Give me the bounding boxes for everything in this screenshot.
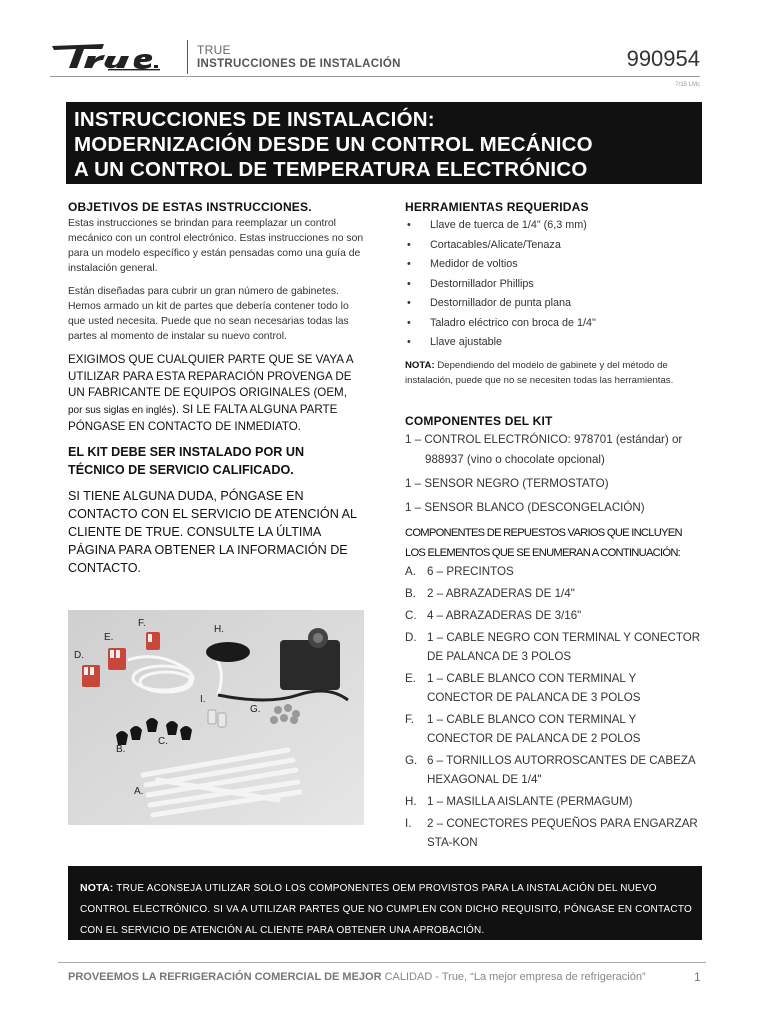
part-letter: C. xyxy=(405,608,417,622)
document-number: 990954 xyxy=(626,46,700,71)
misc-parts-heading-2: LOS ELEMENTOS QUE SE ENUMERAN A CONTINUACIÓN: xyxy=(405,546,681,559)
oem-note-box xyxy=(68,866,702,940)
objectives-heading: OBJETIVOS DE ESTAS INSTRUCCIONES. xyxy=(68,200,312,214)
parts-list xyxy=(405,562,705,852)
tools-heading: HERRAMIENTAS REQUERIDAS xyxy=(405,200,589,214)
part-item xyxy=(405,751,705,789)
photo-label-c: C. xyxy=(158,736,168,747)
part-item xyxy=(405,562,705,581)
tool-item: • Cortacables/Alicate/Tenaza xyxy=(405,236,705,256)
misc-parts-heading-1: COMPONENTES DE REPUESTOS VARIOS QUE INCLUYEN xyxy=(405,526,682,539)
oem-requirement-part-3: ). SI LE FALTA ALGUNA PARTE PÓNGASE EN CONTACTO DE INMEDIATO. xyxy=(68,402,338,433)
tools-note-label: NOTA: xyxy=(405,359,435,371)
kit-white-sensor: 1 – SENSOR BLANCO (DESCONGELACIÓN) xyxy=(405,500,645,514)
header-title: INSTRUCCIONES DE INSTALACIÓN xyxy=(197,58,401,70)
photo-label-b: B. xyxy=(116,744,126,755)
part-text: 1 – MASILLA AISLANTE (PERMAGUM) xyxy=(427,794,633,808)
oem-requirement xyxy=(68,352,364,436)
kit-section xyxy=(405,414,705,852)
part-item xyxy=(405,584,705,603)
footer-slogan-bold: PROVEEMOS LA REFRIGERACIÓN COMERCIAL DE MEJOR xyxy=(68,971,382,983)
right-column xyxy=(405,200,705,855)
page-number: 1 xyxy=(694,970,701,984)
title-block xyxy=(66,102,702,184)
part-letter: B. xyxy=(405,586,416,600)
tool-item: • Llave de tuerca de 1/4" (6,3 mm) xyxy=(405,216,705,236)
part-text: 6 – PRECINTOS xyxy=(427,564,514,578)
part-letter: E. xyxy=(405,671,416,685)
footer-slogan xyxy=(68,971,646,983)
photo-label-d: D. xyxy=(74,650,84,661)
photo-label-a: A. xyxy=(134,786,144,797)
tools-note xyxy=(405,358,705,388)
oem-note-text: TRUE ACONSEJA UTILIZAR SOLO LOS COMPONENTES OEM PROVISTOS PARA LA INSTALACIÓN DEL NUEVO CONTROL ELECTRÓNICO. SI VA A UTILIZAR PARTES QUE NO CUMPLEN CON DICHO REQUISITO, PÓNGASE EN CONTACTO CON EL SERVICIO DE ATENCIÓN AL CLIENTE PARA OBTENER UNA APROBACIÓN. xyxy=(80,883,692,936)
part-letter: G. xyxy=(405,753,418,767)
contact-note: SI TIENE ALGUNA DUDA, PÓNGASE EN CONTACTO CON EL SERVICIO DE ATENCIÓN AL CLIENTE DE TRUE. CONSULTE LA ÚLTIMA PÁGINA PARA OBTENER LA INFORMACIÓN DE CONTACTO. xyxy=(68,488,357,575)
photo-label-e: E. xyxy=(104,632,114,643)
kit-black-sensor: 1 – SENSOR NEGRO (TERMOSTATO) xyxy=(405,476,609,490)
tool-item: • Taladro eléctrico con broca de 1/4" xyxy=(405,314,705,334)
title-line-1: INSTRUCCIONES DE INSTALACIÓN: xyxy=(74,108,435,131)
part-letter: A. xyxy=(405,564,416,578)
footer-rule xyxy=(58,962,706,963)
tools-list xyxy=(405,216,705,353)
true-logo xyxy=(50,38,180,74)
part-text: 1 – CABLE BLANCO CON TERMINAL Y CONECTOR DE PALANCA DE 3 POLOS xyxy=(427,671,641,704)
objectives-paragraph-1: Estas instrucciones se brindan para reemplazar un control mecánico con un control electrónico. Estas instrucciones no son para un modelo específico y están pensadas como una guía de instalación general. xyxy=(68,218,364,274)
title-line-2: MODERNIZACIÓN DESDE UN CONTROL MECÁNICO xyxy=(74,133,593,156)
oem-requirement-part-2: por sus siglas en inglés xyxy=(68,404,172,416)
qualified-technician-note: EL KIT DEBE SER INSTALADO POR UN TÉCNICO DE SERVICIO CALIFICADO. xyxy=(68,444,305,477)
photo-label-g: G. xyxy=(250,704,261,715)
kit-control-line-2: 988937 (vino o chocolate opcional) xyxy=(425,452,605,466)
header-brand: TRUE xyxy=(197,43,231,57)
part-text: 4 – ABRAZADERAS DE 3/16" xyxy=(427,608,582,622)
part-item xyxy=(405,710,705,748)
tool-item: • Medidor de voltios xyxy=(405,255,705,275)
left-column xyxy=(68,200,364,577)
part-text: 1 – CABLE NEGRO CON TERMINAL Y CONECTOR DE PALANCA DE 3 POLOS xyxy=(427,630,701,663)
part-item xyxy=(405,792,705,811)
oem-note-label: NOTA: xyxy=(80,882,114,894)
kit-parts-photo xyxy=(68,610,364,825)
objectives-paragraph-2: Están diseñadas para cubrir un gran número de gabinetes. Hemos armado un kit de partes que debería contener todo lo que usted necesita. Puede que no sean necesarias todas las partes al momento de instalar su nuevo control. xyxy=(68,286,349,342)
header-divider xyxy=(187,40,188,74)
kit-heading: COMPONENTES DEL KIT xyxy=(405,413,553,428)
part-item xyxy=(405,628,705,666)
photo-label-f: F. xyxy=(138,618,146,629)
part-item xyxy=(405,814,705,852)
footer-slogan-rest: CALIDAD - True, “La mejor empresa de refrigeración” xyxy=(381,971,646,983)
title-line-3: A UN CONTROL DE TEMPERATURA ELECTRÓNICO xyxy=(74,158,588,181)
tools-note-text: Dependiendo del modelo de gabinete y del método de instalación, puede que no se necesiten todas las herramientas. xyxy=(405,359,674,386)
part-letter: H. xyxy=(405,794,417,808)
part-text: 2 – CONECTORES PEQUEÑOS PARA ENGARZAR STA-KON xyxy=(427,816,698,849)
part-text: 2 – ABRAZADERAS DE 1/4" xyxy=(427,586,575,600)
kit-control-line-1: 1 – CONTROL ELECTRÓNICO: 978701 (estándar) or xyxy=(405,432,683,446)
part-item xyxy=(405,669,705,707)
kit-control-line xyxy=(405,430,705,470)
part-item xyxy=(405,606,705,625)
header-rule xyxy=(50,76,700,77)
tool-item: • Destornillador Phillips xyxy=(405,275,705,295)
oem-requirement-part-1: EXIGIMOS QUE CUALQUIER PARTE QUE SE VAYA A UTILIZAR PARA ESTA REPARACIÓN PROVENGA DE UN FABRICANTE DE EQUIPOS ORIGINALES (OEM, xyxy=(68,353,353,399)
photo-label-i: I. xyxy=(200,694,206,705)
tool-item: • Llave ajustable xyxy=(405,333,705,353)
part-text: 6 – TORNILLOS AUTORROSCANTES DE CABEZA HEXAGONAL DE 1/4" xyxy=(427,753,696,786)
part-letter: I. xyxy=(405,816,412,830)
part-letter: F. xyxy=(405,712,415,726)
photo-label-h: H. xyxy=(214,624,224,635)
revision-code: 7/15 LMc xyxy=(675,82,700,88)
part-text: 1 – CABLE BLANCO CON TERMINAL Y CONECTOR DE PALANCA DE 2 POLOS xyxy=(427,712,641,745)
part-letter: D. xyxy=(405,630,417,644)
tool-item: • Destornillador de punta plana xyxy=(405,294,705,314)
